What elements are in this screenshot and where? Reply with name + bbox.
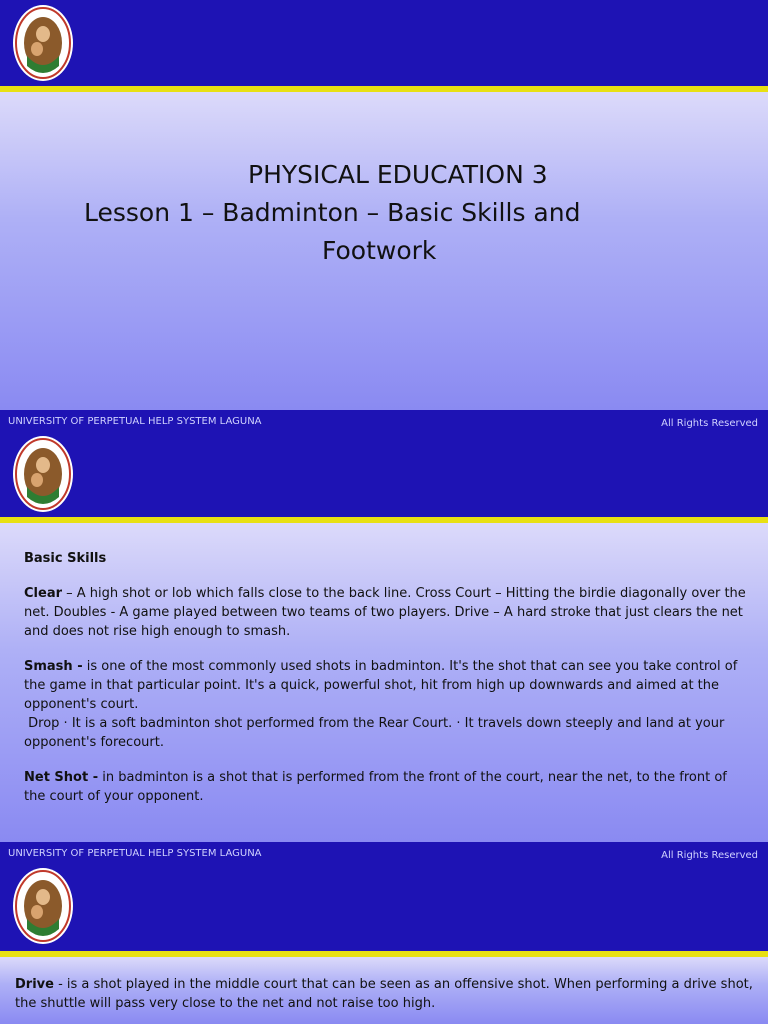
term-clear: Clear (24, 586, 62, 601)
slide-content (24, 549, 750, 818)
definition-drive: - is a shot played in the middle court that can be seen as an offensive shot. When performing a drive shot, the shuttle will pass very close to the net and not raise too high. (15, 977, 753, 1011)
university-seal-logo (12, 435, 74, 513)
footer-rights: All Rights Reserved (661, 418, 758, 429)
slide-footer (0, 842, 768, 865)
section-heading: Basic Skills (24, 551, 107, 566)
definition-clear: – A high shot or lob which falls close to the back line. Cross Court – Hitting the birdie diagonally over the net. Doubles - A game played between two teams of two players. Drive – A hard stroke that just clears the net and does not rise high enough to smash. (24, 586, 746, 639)
term-drive: Drive (15, 977, 54, 992)
slide-body (0, 92, 768, 410)
university-seal-logo (12, 867, 74, 945)
university-seal-logo (12, 4, 74, 82)
term-smash: Smash - (24, 659, 83, 674)
slide-body (0, 957, 768, 1024)
slide-header (0, 865, 768, 951)
slide-title-line-2: Lesson 1 – Badminton – Basic Skills and (84, 198, 581, 227)
slide-content (15, 975, 753, 1024)
slide-body (0, 523, 768, 842)
slide-title-line-1: PHYSICAL EDUCATION 3 (248, 160, 548, 189)
footer-org-name: UNIVERSITY OF PERPETUAL HELP SYSTEM LAGUNA (8, 416, 262, 427)
footer-rights: All Rights Reserved (661, 850, 758, 861)
definition-drop: Drop · It is a soft badminton shot performed from the Rear Court. · It travels down steeply and land at your opponent's forecourt. (24, 716, 729, 750)
slide-1 (0, 0, 768, 433)
footer-org-name: UNIVERSITY OF PERPETUAL HELP SYSTEM LAGUNA (8, 848, 262, 859)
slide-header (0, 0, 768, 86)
slide-title-line-3: Footwork (322, 236, 437, 265)
slide-3 (0, 865, 768, 1024)
slide-footer (0, 410, 768, 433)
slide-2 (0, 433, 768, 865)
definition-net-shot: in badminton is a shot that is performed from the front of the court, near the net, to the front of the court of your opponent. (24, 770, 727, 804)
term-net-shot: Net Shot - (24, 770, 99, 785)
slide-header (0, 433, 768, 517)
definition-smash: is one of the most commonly used shots in badminton. It's the shot that can see you take control of the game in that particular point. It's a quick, powerful shot, hit from high up downwards and aimed at the opponent's court. (24, 659, 738, 712)
